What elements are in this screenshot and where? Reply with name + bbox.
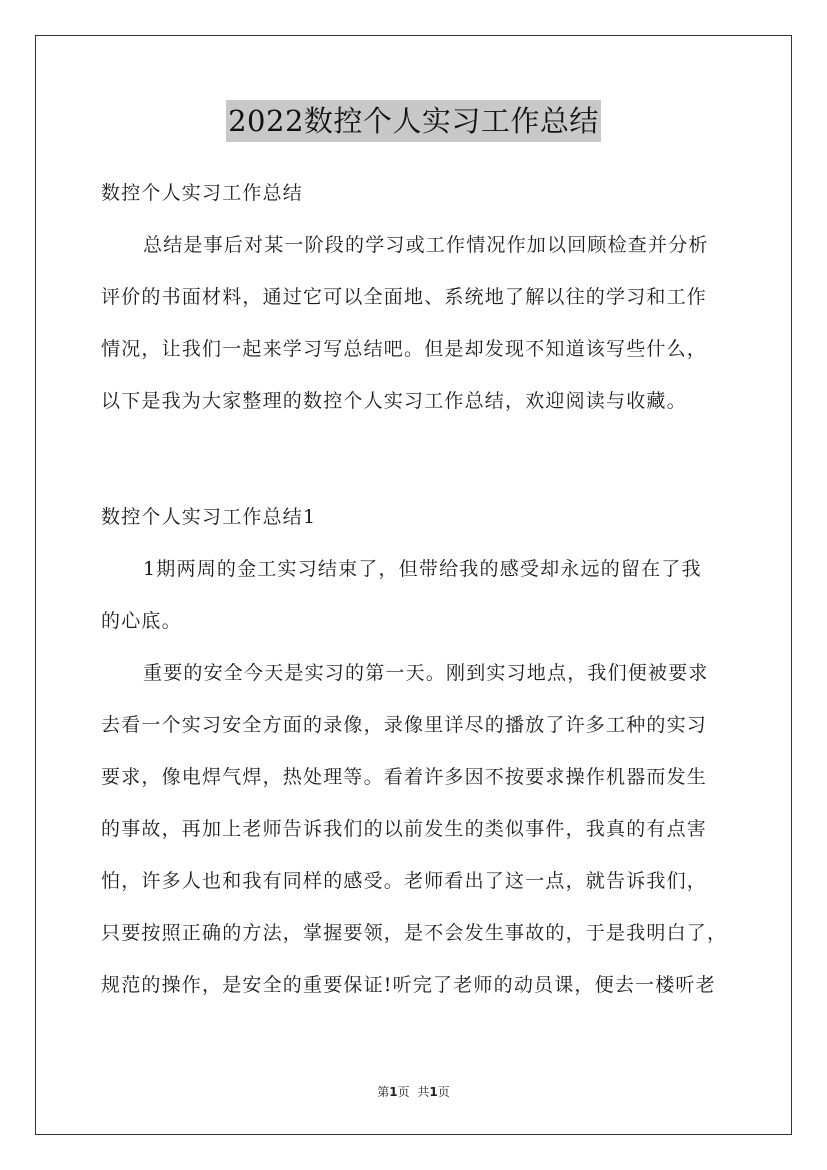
total-prefix: 共 [417,1085,430,1099]
page-prefix: 第 [377,1085,390,1099]
paragraph-line: 要求，像电焊气焊，热处理等。看着许多因不按要求操作机器而发生 [101,766,708,788]
document-title: 2022数控个人实习工作总结 [226,100,601,142]
paragraph-line: 规范的操作，是安全的重要保证!听完了老师的动员课，便去一楼听老 [101,974,716,996]
section-1 [101,491,741,1011]
title-container [0,100,827,142]
paragraph-line: 的心底。 [101,610,182,632]
page-suffix: 页 [397,1085,410,1099]
paragraph-line: 评价的书面材料，通过它可以全面地、系统地了解以往的学习和工作 [101,286,708,308]
page-footer [0,1083,827,1100]
paragraph-line: 的事故，再加上老师告诉我们的以前发生的类似事件，我真的有点害 [101,818,708,840]
intro-section [101,167,741,427]
paragraph-line: 只要按照正确的方法，掌握要领，是不会发生事故的，于是我明白了， [101,922,728,944]
section-heading-1: 数控个人实习工作总结1 [101,506,317,528]
paragraph-line: 以下是我为大家整理的数控个人实习工作总结，欢迎阅读与收藏。 [101,390,687,412]
total-number: 1 [429,1085,438,1099]
page-number: 1 [389,1085,398,1099]
total-suffix: 页 [437,1085,450,1099]
paragraph-line: 去看一个实习安全方面的录像，录像里详尽的播放了许多工种的实习 [101,714,708,736]
paragraph-line: 总结是事后对某一阶段的学习或工作情况作加以回顾检查并分析 [143,234,709,256]
paragraph-line: 1期两周的金工实习结束了，但带给我的感受却永远的留在了我 [143,558,702,580]
paragraph-line: 怕，许多人也和我有同样的感受。老师看出了这一点，就告诉我们， [101,870,708,892]
paragraph-line: 重要的安全今天是实习的第一天。刚到实习地点，我们便被要求 [143,662,709,684]
section-heading-intro: 数控个人实习工作总结 [101,182,304,204]
paragraph-line: 情况，让我们一起来学习写总结吧。但是却发现不知道该写些什么， [101,338,708,360]
